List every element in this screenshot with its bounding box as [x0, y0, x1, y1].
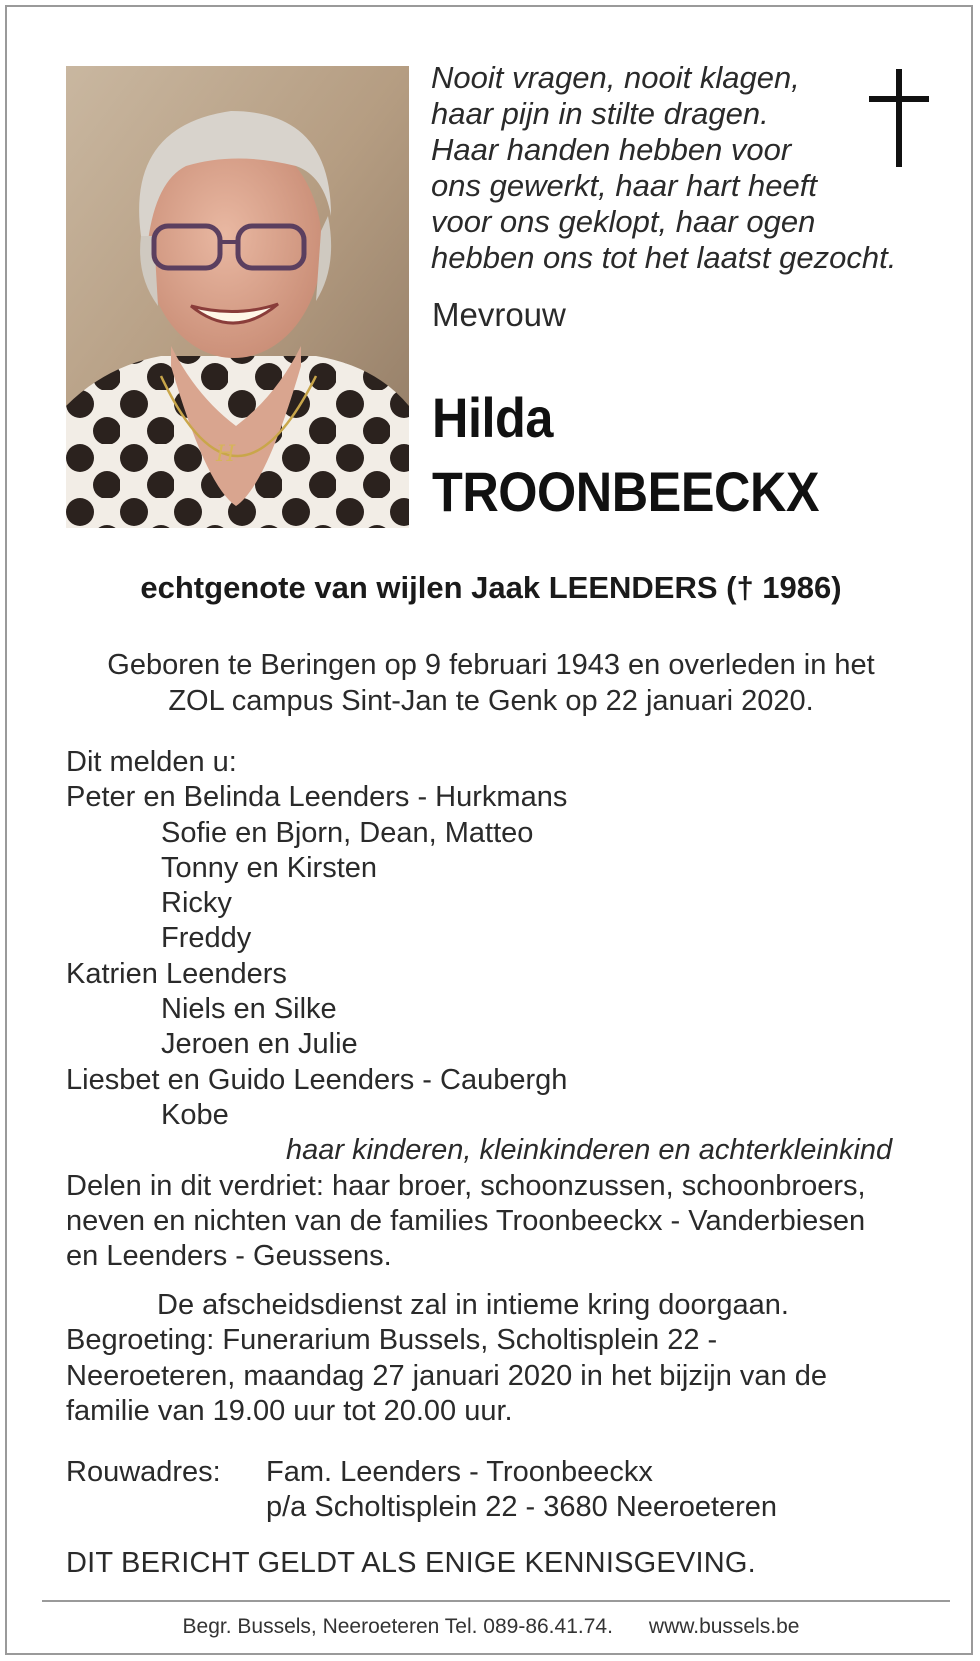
grandchild: Freddy [161, 922, 252, 955]
sharing-line: neven en nichten van de families Troonbeeckx - Vanderbiesen [66, 1204, 866, 1237]
svg-text:H: H [216, 442, 236, 467]
birth-line: Geboren te Beringen op 9 februari 1943 en overleden in het [107, 649, 875, 681]
sole-notice: DIT BERICHT GELDT ALS ENIGE KENNISGEVING. [66, 1547, 756, 1579]
poem-line: voor ons geklopt, haar ogen [431, 204, 816, 239]
address-line: Fam. Leenders - Troonbeeckx [266, 1456, 653, 1488]
death-line: ZOL campus Sint-Jan te Genk op 22 januari 2020. [168, 685, 814, 717]
grandchild: Kobe [161, 1098, 229, 1131]
family-branch-head: Liesbet en Guido Leenders - Caubergh [66, 1063, 568, 1096]
relation-line: haar kinderen, kleinkinderen en achterkleinkind [286, 1134, 893, 1167]
poem-line: Haar handen hebben voor [431, 132, 792, 167]
service-details [66, 1288, 946, 1429]
honorific: Mevrouw [432, 296, 566, 333]
portrait-image [66, 66, 409, 528]
first-name: Hilda [432, 386, 553, 449]
last-name: TROONBEECKX [432, 460, 820, 523]
portrait-photo [66, 66, 409, 528]
sharing-line: Delen in dit verdriet: haar broer, schoonzussen, schoonbroers, [66, 1169, 866, 1202]
grandchild: Sofie en Bjorn, Dean, Matteo [161, 816, 534, 849]
family-branch-head: Katrien Leenders [66, 957, 287, 990]
undertaker-info: Begr. Bussels, Neeroeteren Tel. 089-86.41.74. [182, 1615, 613, 1638]
grandchild: Tonny en Kirsten [161, 851, 378, 884]
spouse-line: echtgenote van wijlen Jaak LEENDERS († 1986) [140, 570, 842, 605]
poem-line: ons gewerkt, haar hart heeft [431, 168, 818, 203]
address-line: p/a Scholtisplein 22 - 3680 Neeroeteren [266, 1491, 778, 1524]
grandchild: Niels en Silke [161, 993, 337, 1026]
latin-cross-icon [869, 69, 929, 167]
poem-line: haar pijn in stilte dragen. [431, 96, 769, 131]
obituary-card [5, 5, 973, 1655]
poem [431, 60, 911, 276]
poem-line: Nooit vragen, nooit klagen, [431, 60, 800, 95]
divider [42, 1600, 950, 1602]
website-link[interactable]: www.bussels.be [648, 1615, 800, 1638]
grandchild: Jeroen en Julie [161, 1028, 358, 1061]
service-line: familie van 19.00 uur tot 20.00 uur. [66, 1394, 513, 1427]
address-label: Rouwadres: [66, 1456, 221, 1488]
sharing-line: en Leenders - Geussens. [66, 1240, 392, 1273]
service-line: De afscheidsdienst zal in intieme kring doorgaan. [157, 1289, 789, 1321]
footer [7, 1615, 975, 1639]
service-line: Begroeting: Funerarium Bussels, Scholtisplein 22 - [66, 1324, 718, 1357]
family-intro: Dit melden u: [66, 746, 237, 778]
birth-death-details [7, 647, 975, 719]
family-announcement [66, 745, 946, 1274]
poem-line: hebben ons tot het laatst gezocht. [431, 240, 897, 275]
mourning-address [66, 1455, 946, 1526]
grandchild: Ricky [161, 887, 232, 920]
family-branch-head: Peter en Belinda Leenders - Hurkmans [66, 781, 568, 814]
service-line: Neeroeteren, maandag 27 januari 2020 in het bijzijn van de [66, 1359, 827, 1392]
